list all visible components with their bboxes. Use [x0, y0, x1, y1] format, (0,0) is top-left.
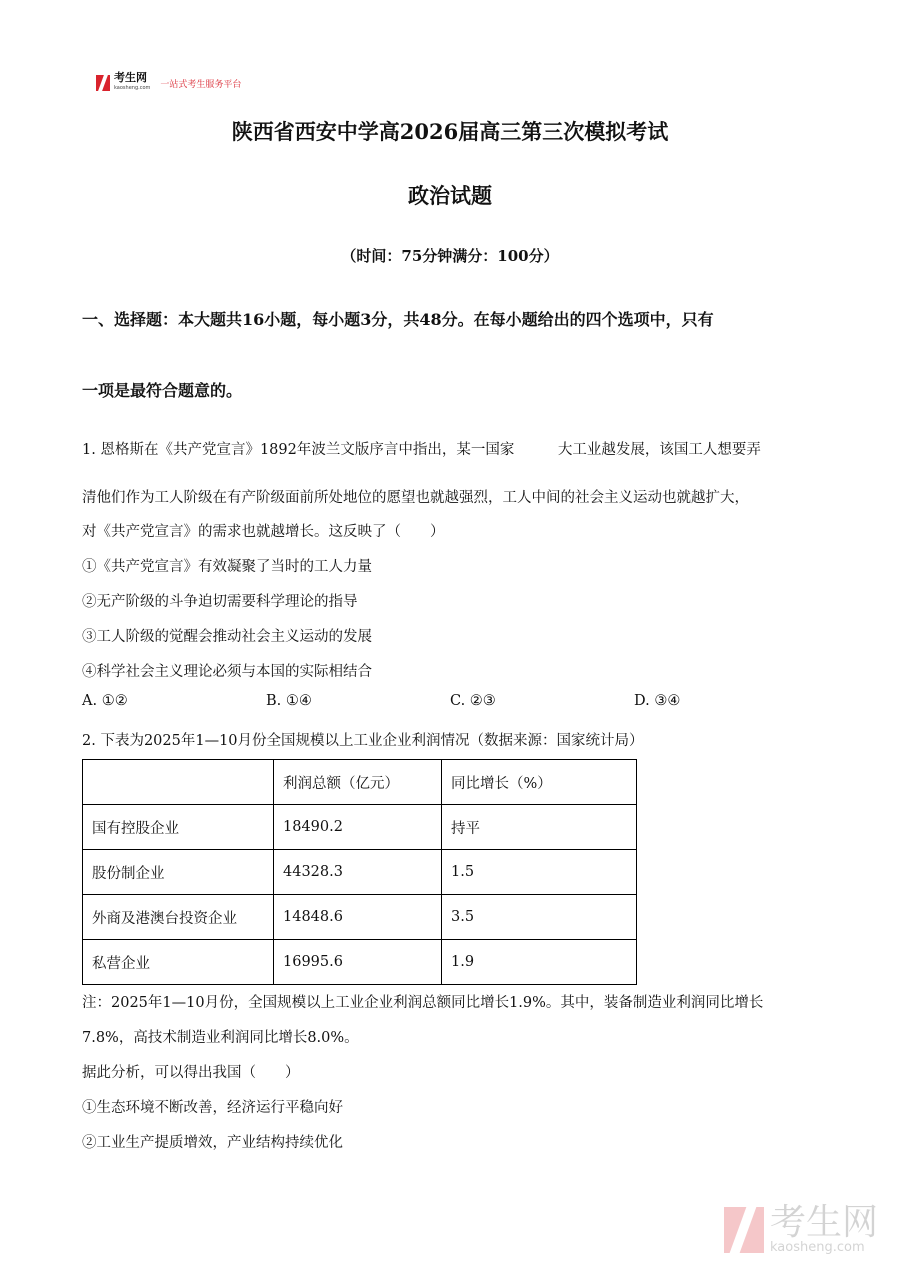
- q2-question: 据此分析，可以得出我国（ ）: [82, 1065, 300, 1081]
- table-cell: 14848.6: [274, 895, 442, 940]
- table-row: [83, 850, 637, 895]
- q1-statement: ④科学社会主义理论必须与本国的实际相结合: [82, 664, 372, 680]
- q2-stem: 2. 下表为2025年1—10月份全国规模以上工业企业利润情况（数据来源：国家统计局）: [82, 733, 644, 749]
- watermark-logo-icon: [724, 1207, 764, 1253]
- table-cell: 18490.2: [274, 805, 442, 850]
- q1-stem-line2: 清他们作为工人阶级在有产阶级面前所处地位的愿望也就越强烈，工人中间的社会主义运动也就越扩大，: [82, 490, 749, 506]
- table-row: [83, 940, 637, 985]
- q1-statement: ③工人阶级的觉醒会推动社会主义运动的发展: [82, 629, 372, 645]
- table-cell: 国有控股企业: [83, 805, 274, 850]
- section-heading-line2: 一项是最符合题意的。: [82, 381, 243, 400]
- slogan: 一站式考生服务平台: [160, 79, 242, 90]
- q1-option-c: C. ②③: [450, 693, 496, 709]
- q2-note-line1: 注：2025年1—10月份，全国规模以上工业企业利润总额同比增长1.9%。其中，装备制造业利润同比增长: [82, 995, 764, 1011]
- subject-title: 政治试题: [408, 183, 492, 208]
- q1-option-d: D. ③④: [634, 693, 681, 709]
- table-row: [83, 805, 637, 850]
- q1-statement: ②无产阶级的斗争迫切需要科学理论的指导: [82, 594, 358, 610]
- table-row: [83, 895, 637, 940]
- table-cell: 外商及港澳台投资企业: [83, 895, 274, 940]
- table-cell: 44328.3: [274, 850, 442, 895]
- table-cell: 1.9: [442, 940, 637, 985]
- table-header-cell: 同比增长（%）: [442, 760, 637, 805]
- site-logo[interactable]: [96, 73, 241, 93]
- section-heading-line1: 一、选择题：本大题共16小题，每小题3分，共48分。在每小题给出的四个选项中，只有: [82, 310, 714, 329]
- table-header-row: [83, 760, 637, 805]
- q2-statement: ①生态环境不断改善，经济运行平稳向好: [82, 1100, 343, 1116]
- watermark: [724, 1202, 878, 1255]
- logo-domain: kaosheng.com: [114, 85, 151, 91]
- table-cell: 持平: [442, 805, 637, 850]
- q1-stem-line3: 对《共产党宣言》的需求也就越增长。这反映了（ ）: [82, 524, 445, 540]
- q1-statement: ①《共产党宣言》有效凝聚了当时的工人力量: [82, 559, 372, 575]
- table-cell: 16995.6: [274, 940, 442, 985]
- table-cell: 1.5: [442, 850, 637, 895]
- q1-option-b: B. ①④: [266, 693, 312, 709]
- logo-icon: [96, 75, 110, 91]
- q2-note-line2: 7.8%，高技术制造业利润同比增长8.0%。: [82, 1030, 359, 1046]
- exam-title: 陕西省西安中学高2026届高三第三次模拟考试: [231, 119, 669, 144]
- q1-stem-line1: 1. 恩格斯在《共产党宣言》1892年波兰文版序言中指出，某一国家 大工业越发展，该国工人想要弄: [82, 442, 761, 458]
- profit-table: [82, 759, 637, 985]
- q1-option-a: A. ①②: [82, 693, 128, 709]
- table-header-cell: [83, 760, 274, 805]
- watermark-name: 考生网: [769, 1202, 878, 1243]
- table-header-cell: 利润总额（亿元）: [274, 760, 442, 805]
- logo-name: 考生网: [114, 71, 147, 84]
- watermark-domain: kaosheng.com: [769, 1240, 865, 1255]
- q2-statement: ②工业生产提质增效，产业结构持续优化: [82, 1135, 343, 1151]
- table-cell: 股份制企业: [83, 850, 274, 895]
- table-cell: 私营企业: [83, 940, 274, 985]
- table-cell: 3.5: [442, 895, 637, 940]
- exam-info: （时间：75分钟满分：100分）: [341, 247, 559, 265]
